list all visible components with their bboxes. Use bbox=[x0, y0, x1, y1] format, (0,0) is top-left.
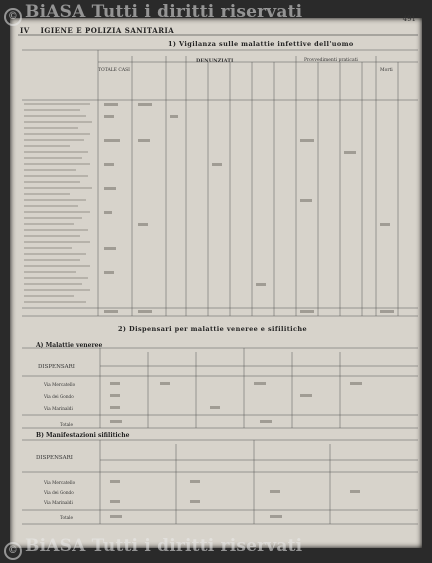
row-label-a-2: Via dei Gondo bbox=[44, 394, 74, 399]
watermark-bottom: © BiASA Tutti i diritti riservati bbox=[4, 536, 302, 560]
group-denunziati: DENUNZIATI bbox=[196, 58, 234, 64]
row-label-b-1: Via Mercatello bbox=[44, 480, 76, 485]
row-label-b-total: Totale bbox=[60, 515, 73, 520]
section1-title: 1) Vigilanza sulle malattie infettive dell'uomo bbox=[168, 40, 354, 48]
group-totale-casi: TOTALE CASI bbox=[98, 68, 130, 73]
row-label-a-3: Via Marinaldi bbox=[44, 406, 73, 411]
row-label-b-2: Via dei Gondo bbox=[44, 490, 74, 495]
row-label-a-1: Via Mercatello bbox=[44, 382, 76, 387]
running-title: IGIENE E POLIZIA SANITARIA bbox=[40, 26, 175, 35]
part-a-title: A) Malattie veneree bbox=[36, 342, 103, 349]
row-label-a-total: Totale bbox=[60, 422, 73, 427]
watermark-top: © BiASA Tutti i diritti riservati bbox=[4, 2, 302, 26]
part-b-title: B) Manifestazioni sifilitiche bbox=[36, 432, 130, 439]
page-number: 491 bbox=[402, 15, 416, 23]
dispensari-label-a: DISPENSARI bbox=[38, 364, 75, 370]
row-label-b-3: Via Marinaldi bbox=[44, 500, 73, 505]
section-number: IV bbox=[20, 26, 30, 35]
copyright-icon: © bbox=[4, 542, 22, 560]
dispensari-label-b: DISPENSARI bbox=[36, 455, 73, 461]
group-morti: Morti bbox=[380, 68, 393, 73]
group-provvedimenti: Provvedimenti praticati bbox=[304, 58, 358, 63]
copyright-icon: © bbox=[4, 8, 22, 26]
section2-title: 2) Dispensari per malattie veneree e sifilitiche bbox=[118, 325, 308, 333]
